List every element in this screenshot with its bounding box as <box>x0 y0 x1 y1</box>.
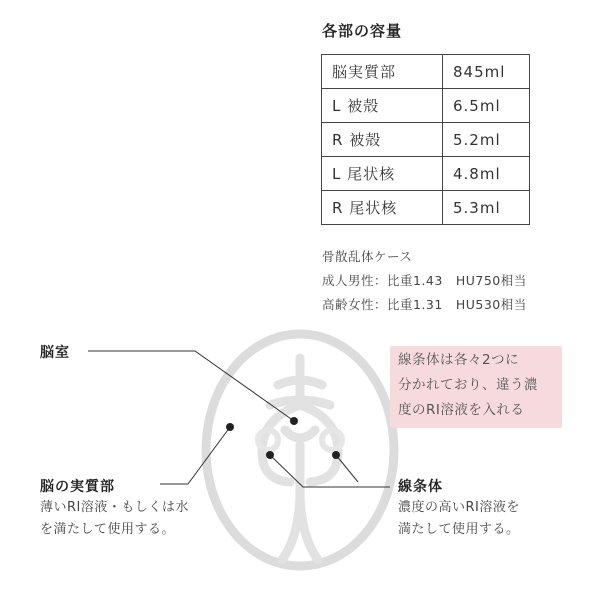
part-volume: 5.3ml <box>443 191 530 225</box>
callout-line3: 度のRI溶液を入れる <box>398 402 525 418</box>
parenchyma-desc-line1: 薄いRI溶液・もしくは水 <box>40 500 189 515</box>
callout-line1: 線条体は各々2つに <box>398 352 520 368</box>
volume-section-title: 各部の容量 <box>322 22 403 40</box>
parenchyma-label: 脳の実質部 <box>40 479 115 495</box>
striatum-dot-right <box>332 451 340 459</box>
part-volume: 5.2ml <box>443 123 530 157</box>
striatum-desc-line2: 満たして使用する。 <box>398 522 520 537</box>
striatum-desc-line1: 濃度の高いRI溶液を <box>398 500 520 515</box>
part-volume: 845ml <box>443 55 530 89</box>
leader-lines <box>88 351 390 487</box>
striatum-label: 線条体 <box>398 479 443 495</box>
striatum-dot-left <box>266 451 274 459</box>
ventricle-dot <box>290 417 298 425</box>
part-volume: 6.5ml <box>443 89 530 123</box>
ventricle-shape <box>262 358 338 560</box>
part-volume: 4.8ml <box>443 157 530 191</box>
striatum-callout <box>390 346 562 428</box>
male-density-note: 成人男性：比重1.43 HU750相当 <box>322 273 527 288</box>
case-note: 骨散乱体ケース <box>322 249 413 264</box>
female-density-note: 高齢女性：比重1.31 HU530相当 <box>322 297 527 312</box>
part-name: R 被殻 <box>322 123 443 157</box>
part-name: L 尾状核 <box>322 157 443 191</box>
callout-line2: 分かれており、違う濃 <box>398 377 538 393</box>
part-name: R 尾状核 <box>322 191 443 225</box>
part-name: L 被殻 <box>322 89 443 123</box>
parenchyma-desc-line2: を満たして使用する。 <box>40 522 176 537</box>
parenchyma-leader-line <box>160 427 230 484</box>
parenchyma-dot <box>226 423 234 431</box>
ventricle-label: 脳室 <box>40 345 70 361</box>
part-name: 脳実質部 <box>322 55 443 89</box>
ventricle-leader-line <box>88 351 294 421</box>
